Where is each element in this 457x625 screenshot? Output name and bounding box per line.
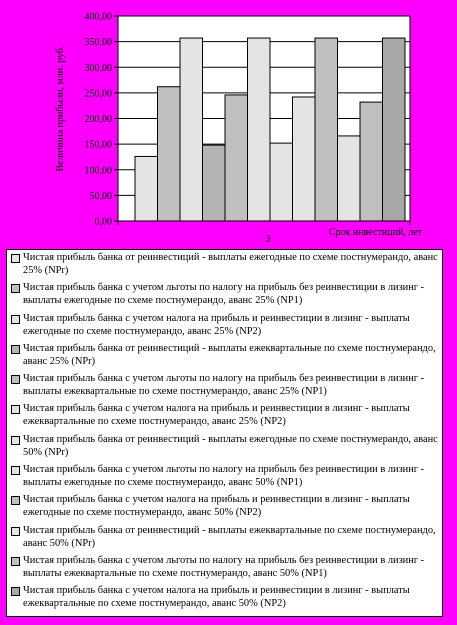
bar (383, 38, 406, 221)
legend-swatch (11, 436, 20, 445)
legend-swatch (11, 254, 20, 263)
legend-swatch (11, 466, 20, 475)
legend-item (11, 584, 439, 614)
legend-swatch (11, 284, 20, 293)
y-tick-label: 50,00 (89, 190, 112, 202)
bar (180, 38, 203, 221)
y-tick-label: 350,00 (84, 37, 112, 49)
bar (225, 95, 248, 221)
y-tick-label: 300,00 (84, 62, 112, 74)
bar (293, 97, 316, 221)
legend-label: Чистая прибыль банка от реинвестиций - выплаты ежеквартальные по схеме постнумерандо, аванс 50% (NPr) (23, 524, 436, 549)
bar (360, 102, 383, 221)
legend-swatch (11, 587, 20, 596)
legend-item (11, 524, 439, 554)
bar (203, 145, 226, 221)
legend-label: Чистая прибыль банка с учетом льготы по налогу на прибыль без реинвестиции в лизинг - выплаты ежегодные по схеме постнумерандо, аванс 50% (NP1) (23, 464, 425, 489)
y-tick-label: 150,00 (84, 139, 112, 151)
legend-item (11, 342, 439, 372)
legend-item (11, 463, 439, 493)
legend-label: Чистая прибыль банка с учетом налога на прибыль и реинвестиции в лизинг - выплаты ежеквартальные по схеме постнумерандо, аванс 50% (NP2) (23, 585, 410, 610)
bar (338, 136, 361, 221)
legend-item (11, 554, 439, 584)
y-tick-labels (85, 12, 119, 228)
x-tick-label: 3 (265, 234, 271, 245)
bar (135, 156, 158, 221)
chart-area (0, 0, 457, 250)
bar-chart (0, 0, 457, 250)
legend-item (11, 251, 439, 281)
legend-swatch (11, 375, 20, 384)
legend-item (11, 312, 439, 342)
legend-label: Чистая прибыль банка с учетом налога на прибыль и реинвестиции в лизинг - выплаты ежегодные по схеме постнумерандо, аванс 50% (NP2) (23, 494, 410, 519)
legend-label: Чистая прибыль банка с учетом льготы по налогу на прибыль без реинвестиции в лизинг - выплаты ежеквартальные по схеме постнумерандо, аванс 25% (NP1) (23, 373, 425, 398)
bar (315, 38, 338, 221)
y-tick-label: 200,00 (84, 114, 112, 125)
legend-swatch (11, 557, 20, 566)
legend-label: Чистая прибыль банка с учетом льготы по налогу на прибыль без реинвестиции в лизинг - выплаты ежегодные по схеме постнумерандо, аванс 25% (NP1) (23, 282, 425, 307)
bar (270, 143, 293, 221)
legend-swatch (11, 405, 20, 414)
y-tick-label: 250,00 (84, 88, 112, 100)
y-tick-label: 0,00 (94, 216, 112, 228)
legend-label: Чистая прибыль банка с учетом льготы по налогу на прибыль без реинвестиции в лизинг - выплаты ежеквартальные по схеме постнумерандо, аванс 50% (NP1) (23, 554, 425, 579)
legend (6, 249, 443, 617)
y-tick-label: 100,00 (84, 165, 112, 177)
bar (248, 38, 271, 221)
y-axis-title: Величина прибыли, млн. руб. (55, 45, 66, 172)
legend-label: Чистая прибыль банка от реинвестиций - выплаты ежегодные по схеме постнумерандо, аванс 25% (NPr) (23, 252, 438, 276)
legend-item (11, 402, 439, 432)
legend-item (11, 281, 439, 311)
legend-item (11, 493, 439, 523)
legend-item (11, 372, 439, 402)
legend-label: Чистая прибыль банка с учетом налога на прибыль и реинвестиции в лизинг - выплаты ежеквартальные по схеме постнумерандо, аванс 25% (NP2) (23, 403, 410, 428)
legend-swatch (11, 345, 20, 354)
x-axis-title: Срок инвестиций, лет (328, 227, 422, 238)
legend-item (11, 433, 439, 463)
legend-swatch (11, 527, 20, 536)
legend-label: Чистая прибыль банка с учетом налога на прибыль и реинвестиции в лизинг - выплаты ежегодные по схеме постнумерандо, аванс 25% (NP2) (23, 312, 410, 337)
legend-label: Чистая прибыль банка от реинвестиций - выплаты ежегодные по схеме постнумерандо, аванс 50% (NPr) (23, 433, 438, 458)
legend-label: Чистая прибыль банка от реинвестиций - выплаты ежеквартальные по схеме постнумерандо, аванс 25% (NPr) (23, 342, 436, 367)
y-tick-label: 400,00 (84, 11, 112, 23)
legend-swatch (11, 315, 20, 324)
legend-swatch (11, 496, 20, 505)
bar (158, 87, 181, 221)
